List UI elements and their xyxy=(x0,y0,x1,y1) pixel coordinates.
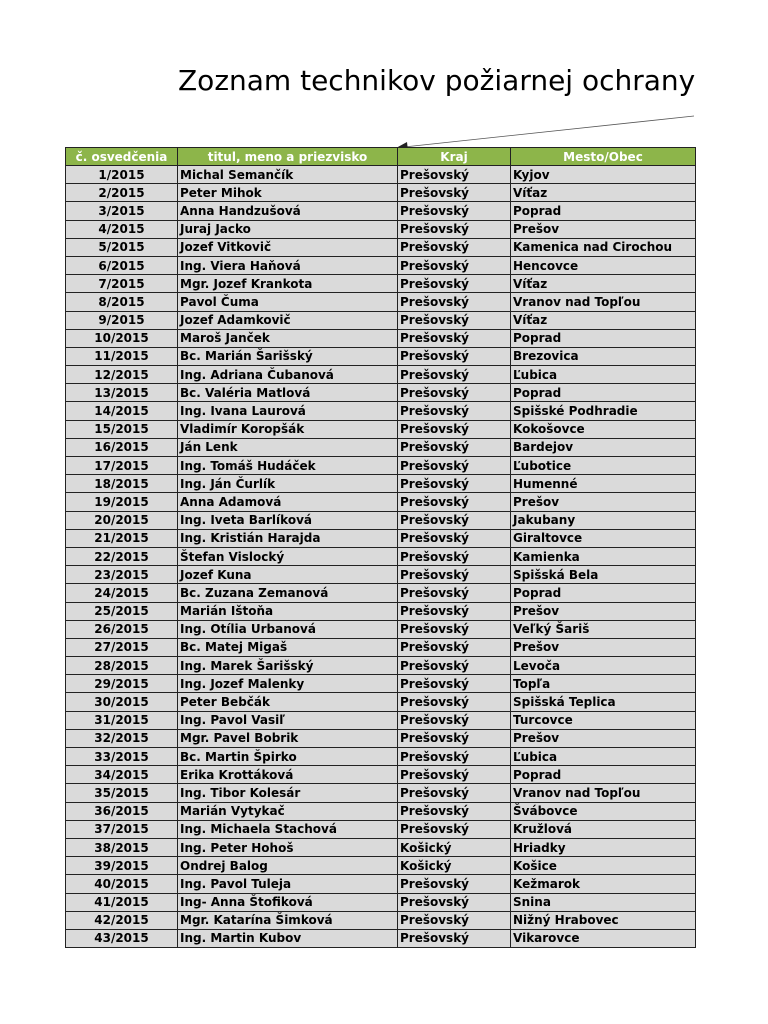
cell-certificate: 8/2015 xyxy=(66,293,178,311)
cell-name: Bc. Valéria Matlová xyxy=(178,384,398,402)
cell-region: Prešovský xyxy=(398,347,511,365)
cell-name: Marián Ištoňa xyxy=(178,602,398,620)
table-row xyxy=(66,838,696,856)
cell-name: Ing. Jozef Malenky xyxy=(178,675,398,693)
table-row xyxy=(66,457,696,475)
cell-name: Ing. Viera Haňová xyxy=(178,256,398,274)
cell-region: Prešovský xyxy=(398,238,511,256)
cell-town: Vikarovce xyxy=(511,929,696,947)
cell-certificate: 29/2015 xyxy=(66,675,178,693)
cell-name: Bc. Marián Šarišský xyxy=(178,347,398,365)
cell-region: Prešovský xyxy=(398,929,511,947)
cell-name: Ing. Ivana Laurová xyxy=(178,402,398,420)
table-row xyxy=(66,220,696,238)
cell-region: Prešovský xyxy=(398,202,511,220)
cell-certificate: 3/2015 xyxy=(66,202,178,220)
cell-town: Levoča xyxy=(511,657,696,675)
table-row xyxy=(66,402,696,420)
cell-name: Michal Semančík xyxy=(178,166,398,184)
cell-certificate: 35/2015 xyxy=(66,784,178,802)
table-header-row xyxy=(66,148,696,166)
cell-region: Prešovský xyxy=(398,475,511,493)
cell-town: Jakubany xyxy=(511,511,696,529)
cell-region: Prešovský xyxy=(398,420,511,438)
table-row xyxy=(66,693,696,711)
table-row xyxy=(66,329,696,347)
cell-certificate: 39/2015 xyxy=(66,857,178,875)
cell-certificate: 25/2015 xyxy=(66,602,178,620)
cell-town: Giraltovce xyxy=(511,529,696,547)
cell-region: Prešovský xyxy=(398,748,511,766)
cell-certificate: 12/2015 xyxy=(66,366,178,384)
cell-town: Švábovce xyxy=(511,802,696,820)
table-row xyxy=(66,311,696,329)
cell-name: Juraj Jacko xyxy=(178,220,398,238)
table-row xyxy=(66,366,696,384)
cell-name: Pavol Čuma xyxy=(178,293,398,311)
cell-town: Košice xyxy=(511,857,696,875)
cell-town: Hencovce xyxy=(511,256,696,274)
cell-name: Bc. Zuzana Zemanová xyxy=(178,584,398,602)
cell-region: Prešovský xyxy=(398,875,511,893)
cell-region: Prešovský xyxy=(398,657,511,675)
table-row xyxy=(66,566,696,584)
cell-name: Jozef Vitkovič xyxy=(178,238,398,256)
cell-region: Prešovský xyxy=(398,766,511,784)
cell-certificate: 34/2015 xyxy=(66,766,178,784)
cell-region: Prešovský xyxy=(398,438,511,456)
cell-town: Ľubotice xyxy=(511,457,696,475)
table-row xyxy=(66,166,696,184)
cell-name: Maroš Janček xyxy=(178,329,398,347)
cell-name: Ján Lenk xyxy=(178,438,398,456)
table-row xyxy=(66,493,696,511)
table-row xyxy=(66,275,696,293)
cell-name: Mgr. Katarína Šimková xyxy=(178,911,398,929)
cell-name: Ing. Kristián Harajda xyxy=(178,529,398,547)
cell-certificate: 42/2015 xyxy=(66,911,178,929)
cell-name: Ing. Otília Urbanová xyxy=(178,620,398,638)
cell-name: Peter Bebčák xyxy=(178,693,398,711)
table-row xyxy=(66,238,696,256)
cell-town: Kokošovce xyxy=(511,420,696,438)
cell-town: Prešov xyxy=(511,220,696,238)
cell-name: Anna Handzušová xyxy=(178,202,398,220)
cell-name: Ing- Anna Štofiková xyxy=(178,893,398,911)
cell-region: Prešovský xyxy=(398,602,511,620)
table-row xyxy=(66,511,696,529)
cell-name: Štefan Vislocký xyxy=(178,547,398,565)
cell-name: Ing. Ján Čurlík xyxy=(178,475,398,493)
table-row xyxy=(66,475,696,493)
cell-name: Ing. Iveta Barlíková xyxy=(178,511,398,529)
cell-certificate: 19/2015 xyxy=(66,493,178,511)
cell-name: Bc. Matej Migaš xyxy=(178,638,398,656)
table-row xyxy=(66,529,696,547)
cell-certificate: 26/2015 xyxy=(66,620,178,638)
cell-region: Prešovský xyxy=(398,293,511,311)
table-row xyxy=(66,438,696,456)
cell-name: Bc. Martin Špirko xyxy=(178,748,398,766)
table-row xyxy=(66,893,696,911)
cell-town: Kyjov xyxy=(511,166,696,184)
cell-certificate: 32/2015 xyxy=(66,729,178,747)
cell-certificate: 13/2015 xyxy=(66,384,178,402)
table-row xyxy=(66,729,696,747)
cell-region: Prešovský xyxy=(398,675,511,693)
cell-town: Spišské Podhradie xyxy=(511,402,696,420)
cell-region: Prešovský xyxy=(398,220,511,238)
cell-certificate: 36/2015 xyxy=(66,802,178,820)
cell-certificate: 9/2015 xyxy=(66,311,178,329)
cell-certificate: 11/2015 xyxy=(66,347,178,365)
cell-certificate: 33/2015 xyxy=(66,748,178,766)
table-row xyxy=(66,620,696,638)
cell-name: Ing. Pavol Vasiľ xyxy=(178,711,398,729)
cell-certificate: 20/2015 xyxy=(66,511,178,529)
table-row xyxy=(66,929,696,947)
cell-town: Spišská Teplica xyxy=(511,693,696,711)
table-row xyxy=(66,202,696,220)
header-region: Kraj xyxy=(398,148,511,166)
table-row xyxy=(66,602,696,620)
cell-town: Spišská Bela xyxy=(511,566,696,584)
cell-region: Prešovský xyxy=(398,457,511,475)
table-row xyxy=(66,293,696,311)
cell-certificate: 22/2015 xyxy=(66,547,178,565)
cell-name: Marián Vytykač xyxy=(178,802,398,820)
table-row xyxy=(66,420,696,438)
cell-certificate: 5/2015 xyxy=(66,238,178,256)
cell-name: Peter Mihok xyxy=(178,184,398,202)
cell-region: Prešovský xyxy=(398,729,511,747)
cell-certificate: 1/2015 xyxy=(66,166,178,184)
table-row xyxy=(66,347,696,365)
cell-certificate: 43/2015 xyxy=(66,929,178,947)
cell-certificate: 10/2015 xyxy=(66,329,178,347)
cell-region: Prešovský xyxy=(398,329,511,347)
table-row xyxy=(66,911,696,929)
cell-town: Prešov xyxy=(511,602,696,620)
cell-town: Brezovica xyxy=(511,347,696,365)
table-row xyxy=(66,547,696,565)
cell-town: Víťaz xyxy=(511,184,696,202)
cell-name: Ing. Pavol Tuleja xyxy=(178,875,398,893)
cell-certificate: 31/2015 xyxy=(66,711,178,729)
cell-town: Ľubica xyxy=(511,748,696,766)
table-row xyxy=(66,184,696,202)
cell-region: Prešovský xyxy=(398,256,511,274)
table-row xyxy=(66,711,696,729)
cell-region: Prešovský xyxy=(398,584,511,602)
cell-region: Prešovský xyxy=(398,638,511,656)
cell-certificate: 7/2015 xyxy=(66,275,178,293)
cell-name: Ing. Tibor Kolesár xyxy=(178,784,398,802)
cell-certificate: 41/2015 xyxy=(66,893,178,911)
cell-town: Prešov xyxy=(511,493,696,511)
cell-region: Prešovský xyxy=(398,711,511,729)
cell-region: Prešovský xyxy=(398,784,511,802)
cell-certificate: 21/2015 xyxy=(66,529,178,547)
cell-town: Prešov xyxy=(511,638,696,656)
cell-town: Veľký Šariš xyxy=(511,620,696,638)
cell-certificate: 18/2015 xyxy=(66,475,178,493)
cell-region: Prešovský xyxy=(398,693,511,711)
header-town: Mesto/Obec xyxy=(511,148,696,166)
cell-region: Prešovský xyxy=(398,511,511,529)
cell-certificate: 24/2015 xyxy=(66,584,178,602)
cell-region: Prešovský xyxy=(398,275,511,293)
cell-town: Turcovce xyxy=(511,711,696,729)
table-row xyxy=(66,820,696,838)
cell-town: Snina xyxy=(511,893,696,911)
cell-name: Ing. Peter Hohoš xyxy=(178,838,398,856)
cell-name: Jozef Kuna xyxy=(178,566,398,584)
cell-region: Prešovský xyxy=(398,911,511,929)
header-name: titul, meno a priezvisko xyxy=(178,148,398,166)
cell-certificate: 37/2015 xyxy=(66,820,178,838)
cell-town: Kamenica nad Cirochou xyxy=(511,238,696,256)
cell-town: Hriadky xyxy=(511,838,696,856)
cell-certificate: 27/2015 xyxy=(66,638,178,656)
cell-town: Víťaz xyxy=(511,275,696,293)
cell-name: Erika Krottáková xyxy=(178,766,398,784)
cell-town: Kamienka xyxy=(511,547,696,565)
table-row xyxy=(66,857,696,875)
cell-name: Ondrej Balog xyxy=(178,857,398,875)
cell-certificate: 23/2015 xyxy=(66,566,178,584)
cell-certificate: 4/2015 xyxy=(66,220,178,238)
cell-certificate: 2/2015 xyxy=(66,184,178,202)
cell-certificate: 28/2015 xyxy=(66,657,178,675)
cell-name: Ing. Tomáš Hudáček xyxy=(178,457,398,475)
cell-region: Prešovský xyxy=(398,166,511,184)
cell-name: Vladimír Koropšák xyxy=(178,420,398,438)
header-certificate: č. osvedčenia xyxy=(66,148,178,166)
cell-town: Bardejov xyxy=(511,438,696,456)
cell-region: Prešovský xyxy=(398,529,511,547)
cell-region: Prešovský xyxy=(398,493,511,511)
cell-certificate: 30/2015 xyxy=(66,693,178,711)
cell-town: Kružlová xyxy=(511,820,696,838)
cell-region: Prešovský xyxy=(398,547,511,565)
cell-certificate: 15/2015 xyxy=(66,420,178,438)
cell-certificate: 40/2015 xyxy=(66,875,178,893)
cell-region: Prešovský xyxy=(398,820,511,838)
table-row xyxy=(66,675,696,693)
table-row xyxy=(66,802,696,820)
cell-certificate: 14/2015 xyxy=(66,402,178,420)
cell-name: Jozef Adamkovič xyxy=(178,311,398,329)
cell-town: Poprad xyxy=(511,202,696,220)
cell-region: Košický xyxy=(398,857,511,875)
cell-region: Prešovský xyxy=(398,802,511,820)
table-row xyxy=(66,638,696,656)
cell-name: Anna Adamová xyxy=(178,493,398,511)
cell-name: Ing. Adriana Čubanová xyxy=(178,366,398,384)
table-row xyxy=(66,584,696,602)
cell-town: Poprad xyxy=(511,584,696,602)
cell-name: Ing. Martin Kubov xyxy=(178,929,398,947)
cell-name: Ing. Michaela Stachová xyxy=(178,820,398,838)
cell-town: Prešov xyxy=(511,729,696,747)
cell-region: Prešovský xyxy=(398,402,511,420)
table-row xyxy=(66,748,696,766)
cell-town: Vranov nad Topľou xyxy=(511,293,696,311)
cell-town: Kežmarok xyxy=(511,875,696,893)
table-row xyxy=(66,256,696,274)
cell-region: Prešovský xyxy=(398,384,511,402)
cell-certificate: 17/2015 xyxy=(66,457,178,475)
cell-town: Poprad xyxy=(511,329,696,347)
cell-town: Poprad xyxy=(511,766,696,784)
cell-certificate: 38/2015 xyxy=(66,838,178,856)
cell-region: Prešovský xyxy=(398,366,511,384)
cell-town: Humenné xyxy=(511,475,696,493)
cell-region: Prešovský xyxy=(398,893,511,911)
table-row xyxy=(66,384,696,402)
table-row xyxy=(66,657,696,675)
cell-region: Prešovský xyxy=(398,311,511,329)
cell-town: Ľubica xyxy=(511,366,696,384)
table-row xyxy=(66,766,696,784)
cell-region: Prešovský xyxy=(398,566,511,584)
cell-region: Prešovský xyxy=(398,184,511,202)
table-row xyxy=(66,784,696,802)
cell-region: Prešovský xyxy=(398,620,511,638)
cell-town: Vranov nad Topľou xyxy=(511,784,696,802)
cell-certificate: 6/2015 xyxy=(66,256,178,274)
technicians-table xyxy=(65,147,696,948)
cell-name: Ing. Marek Šarišský xyxy=(178,657,398,675)
table-row xyxy=(66,875,696,893)
cell-town: Poprad xyxy=(511,384,696,402)
cell-name: Mgr. Pavel Bobrik xyxy=(178,729,398,747)
cell-name: Mgr. Jozef Krankota xyxy=(178,275,398,293)
cell-town: Víťaz xyxy=(511,311,696,329)
cell-town: Topľa xyxy=(511,675,696,693)
cell-town: Nižný Hrabovec xyxy=(511,911,696,929)
cell-region: Košický xyxy=(398,838,511,856)
page-title: Zoznam technikov požiarnej ochrany xyxy=(178,64,696,97)
cell-certificate: 16/2015 xyxy=(66,438,178,456)
